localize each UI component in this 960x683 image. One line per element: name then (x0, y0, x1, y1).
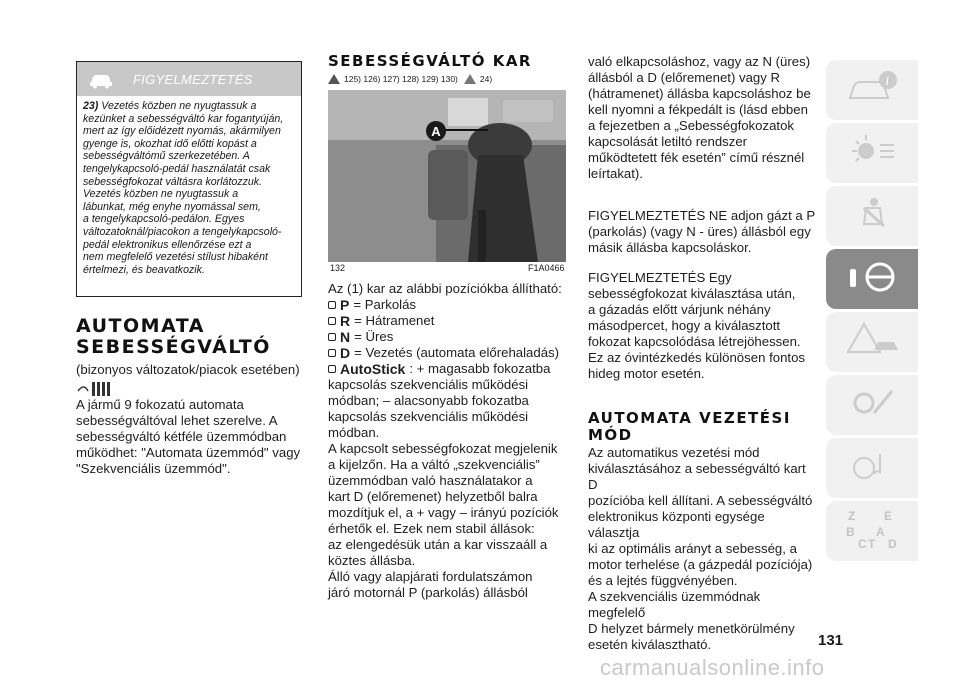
position-desc: = Vezetés (automata előrehaladás) (354, 345, 560, 360)
text-line: módban. (328, 425, 380, 440)
text-line: sebességfokozat kiválasztása után, (588, 286, 796, 301)
text-line: esetén kiválasztható. (588, 637, 712, 652)
lever-paragraph-2 (328, 441, 568, 601)
svg-text:i: i (885, 73, 890, 88)
position-key: P (340, 297, 350, 313)
chapter-tab-2[interactable] (826, 123, 918, 183)
text-line: FIGYELMEZTETÉS Egy (588, 270, 732, 285)
text-line: sebességváltóval lehet szerelve. A (76, 413, 278, 428)
warning-line: sebességváltómű szerkezetében. A (83, 150, 250, 163)
text-line: elektronikus központi egysége választja (588, 509, 765, 540)
text-line: leírtakat). (588, 166, 643, 181)
text-line: másodpercet, hogy a kiválasztott (588, 318, 781, 333)
gear-lever-figure (328, 90, 566, 262)
text-line: ki az optimális arányt a sebesség, a (588, 541, 797, 556)
chapter-tab-5[interactable] (826, 312, 918, 372)
text-line: sebességváltó kétféle üzemmódban (76, 429, 287, 444)
text-line: érhetők el. Ezek nem stabil állások: (328, 521, 535, 536)
warning-line: kezünket a sebességváltó kar fogantyúján, (83, 112, 284, 125)
text-line: (hátramenet) állásba kapcsoláshoz be (588, 86, 811, 101)
dashboard-light-icon (844, 131, 900, 176)
text-line: kapcsolás szekvenciális működési (328, 409, 529, 424)
text-line: a fejezetben a „Sebességfokozatok (588, 118, 795, 133)
column3-paragraph-4 (588, 445, 816, 653)
column3-paragraph-1 (588, 54, 816, 182)
position-desc: = Parkolás (353, 297, 417, 312)
text-line: Az automatikus vezetési mód (588, 445, 760, 460)
chapter-tab-6[interactable] (826, 375, 918, 435)
reference-numbers: 125) 126) 127) 128) 129) 130) (344, 74, 458, 84)
index-letter: Z (848, 509, 856, 523)
position-item (328, 329, 568, 345)
text-line: A jármű 9 fokozatú automata (76, 397, 244, 412)
position-item (328, 345, 568, 361)
figure-id-right: F1A0466 (528, 263, 565, 273)
warning-title: FIGYELMEZTETÉS (133, 71, 253, 87)
text-line: kapcsolását letiltó rendszer (588, 134, 748, 149)
index-letter: B (846, 525, 855, 539)
index-letter: E (884, 509, 893, 523)
manual-book-icon (76, 379, 116, 399)
warning-triangle-icon (328, 74, 340, 84)
warning-line: Vezetés közben ne nyugtassuk a (83, 188, 239, 201)
caution-car-icon (464, 74, 476, 84)
maintenance-tools-icon (844, 383, 900, 428)
key-steering-wheel-icon (844, 257, 900, 302)
heading-line-1: AUTOMATA VEZETÉSI (588, 409, 791, 427)
chapter-tab-4[interactable] (826, 249, 918, 309)
index-letter: T (868, 537, 876, 551)
autostick-paragraph (328, 361, 568, 441)
warning-triangle-car-icon (844, 320, 900, 365)
text-line: módban; – alacsonyabb fokozatba (328, 393, 529, 408)
text-line: Álló vagy alapjárati fordulatszámon (328, 569, 533, 584)
index-letter: C (858, 537, 867, 551)
text-line: állásból a D (előremenet) vagy R (588, 70, 781, 85)
chapter-tab-3[interactable] (826, 186, 918, 246)
text-line: motor terhelése (a gázpedál pozíciója) (588, 557, 813, 572)
autostick-desc: : + magasabb fokozatba (409, 361, 551, 376)
index-letters-icon (844, 509, 900, 553)
lever-intro: Az (1) kar az alábbi pozíciókba állítható: (328, 281, 562, 296)
heading-line-2: SEBESSÉGVÁLTÓ (76, 336, 271, 358)
warning-number: 23) (83, 100, 99, 112)
warning-line: a tengelykapcsoló-pedálon. Egyes (83, 213, 245, 226)
position-key: D (340, 345, 351, 361)
chapter-tab-8[interactable] (826, 501, 918, 561)
text-line: köztes állásba. (328, 553, 416, 568)
chapter-tab-1[interactable] (826, 60, 918, 120)
bullet-icon (328, 349, 336, 357)
bullet-icon (328, 365, 336, 373)
text-line: kart D (előremenet) helyzetből balra (328, 489, 538, 504)
column3-paragraph-3 (588, 270, 816, 382)
bullet-icon (328, 317, 336, 325)
text-line: fokozat kapcsolódása létrejöhessen. (588, 334, 801, 349)
warning-line: sebességfokozat váltásra korlátozzuk. (83, 175, 263, 188)
text-line: FIGYELMEZTETÉS NE adjon gázt a P (588, 208, 816, 223)
heading-line-2: MÓD (588, 426, 633, 444)
text-line: D helyzet bármely menetkörülmény (588, 621, 795, 636)
gear-positions-list (328, 297, 568, 361)
text-line: az elengedésük után a kar visszaáll a (328, 537, 548, 552)
heading-line-1: AUTOMATA (76, 315, 205, 337)
text-line: A kapcsolt sebességfokozat megjelenik (328, 441, 558, 456)
position-key: N (340, 329, 351, 345)
text-line: A szekvenciális üzemmódnak megfelelő (588, 589, 761, 620)
subtitle-variants: (bizonyos változatok/piacok esetében) (76, 362, 300, 377)
position-item (328, 313, 568, 329)
section-heading-automata-vezetesi (588, 410, 791, 444)
automata-paragraph (76, 397, 302, 477)
bullet-icon (328, 333, 336, 341)
warning-header (77, 62, 301, 96)
text-line: hideg motor esetén. (588, 366, 705, 381)
warning-line: változatoknál/piacokon a tengelykapcsoló- (83, 225, 282, 238)
page-number: 131 (818, 632, 844, 649)
car-info-icon (844, 68, 900, 113)
text-line: való elkapcsoláshoz, vagy az N (üres) (588, 54, 811, 69)
index-letter: A (876, 525, 885, 539)
warning-line: nem megfelelő vezetési stílust hibaként (83, 251, 268, 264)
autostick-item (328, 361, 568, 377)
text-line: működhet: "Automata üzemmód" vagy (76, 445, 301, 460)
warning-line: értelmezi, és beavatkozik. (83, 263, 205, 276)
warning-text (83, 100, 297, 276)
warning-line: tengelykapcsoló-pedál használatát csak (83, 162, 271, 175)
position-item (328, 297, 568, 313)
reference-row (328, 74, 492, 84)
chapter-tabs (826, 60, 918, 564)
text-line: és a lejtés függvényében. (588, 573, 738, 588)
text-line: mozdítjuk el, a + vagy – irányú pozíciók (328, 505, 559, 520)
position-key: R (340, 313, 351, 329)
figure-callout-a: A (426, 121, 446, 141)
warning-line: pedál elektronikus ellenőrzése ezt a (83, 238, 252, 251)
text-line: járó motornál P (parkolás) állásból (328, 585, 528, 600)
figure-id-left: 132 (330, 263, 346, 273)
bullet-icon (328, 301, 336, 309)
index-letter: D (888, 537, 897, 551)
warning-line: Vezetés közben ne nyugtassuk a (101, 100, 257, 112)
gear-lever-illustration (328, 90, 566, 262)
warning-line: mert az így előidézett nyomás, akármilyen (83, 125, 281, 138)
text-line: pozícióba kell állítani. A sebességváltó (588, 493, 813, 508)
text-line: a gázadás előtt várjunk néhány (588, 302, 771, 317)
text-line: másik állásba kapcsoláskor. (588, 240, 752, 255)
text-line: Ez az óvintézkedés különösen fontos (588, 350, 805, 365)
text-line: "Szekvenciális üzemmód". (76, 461, 231, 476)
music-phone-icon (844, 446, 900, 491)
chapter-tab-7[interactable] (826, 438, 918, 498)
warning-line: gyenge is, okozhat idő előtti kopást a (83, 137, 257, 150)
position-desc: = Üres (354, 329, 394, 344)
seatbelt-airbag-icon (844, 194, 900, 239)
text-line: kell nyomni a fékpedált is (lásd ebben (588, 102, 808, 117)
column3-paragraph-2 (588, 208, 816, 256)
autostick-key: AutoStick (340, 361, 406, 377)
text-line: kapcsolás szekvenciális működési (328, 377, 529, 392)
warning-box (76, 61, 302, 297)
position-desc: = Hátramenet (354, 313, 435, 328)
watermark: carmanualsonline.info (600, 655, 825, 680)
section-heading-lever: SEBESSÉGVÁLTÓ KAR (328, 52, 532, 70)
warning-line: lábunkat, még enyhe nyomással sem, (83, 200, 261, 213)
text-line: a kijelzőn. Ha a váltó „szekvenciális” (328, 457, 540, 472)
text-line: működtetett fék esetén” című résznél (588, 150, 805, 165)
text-line: (parkolás) (vagy N - üres) állásból egy (588, 224, 811, 239)
text-line: kiválasztásához a sebességváltó kart D (588, 461, 806, 492)
car-warning-icon (87, 69, 115, 89)
section-heading-automata (76, 316, 271, 358)
reference-last: 24) (479, 74, 493, 84)
text-line: üzemmódban való használatakor a (328, 473, 533, 488)
